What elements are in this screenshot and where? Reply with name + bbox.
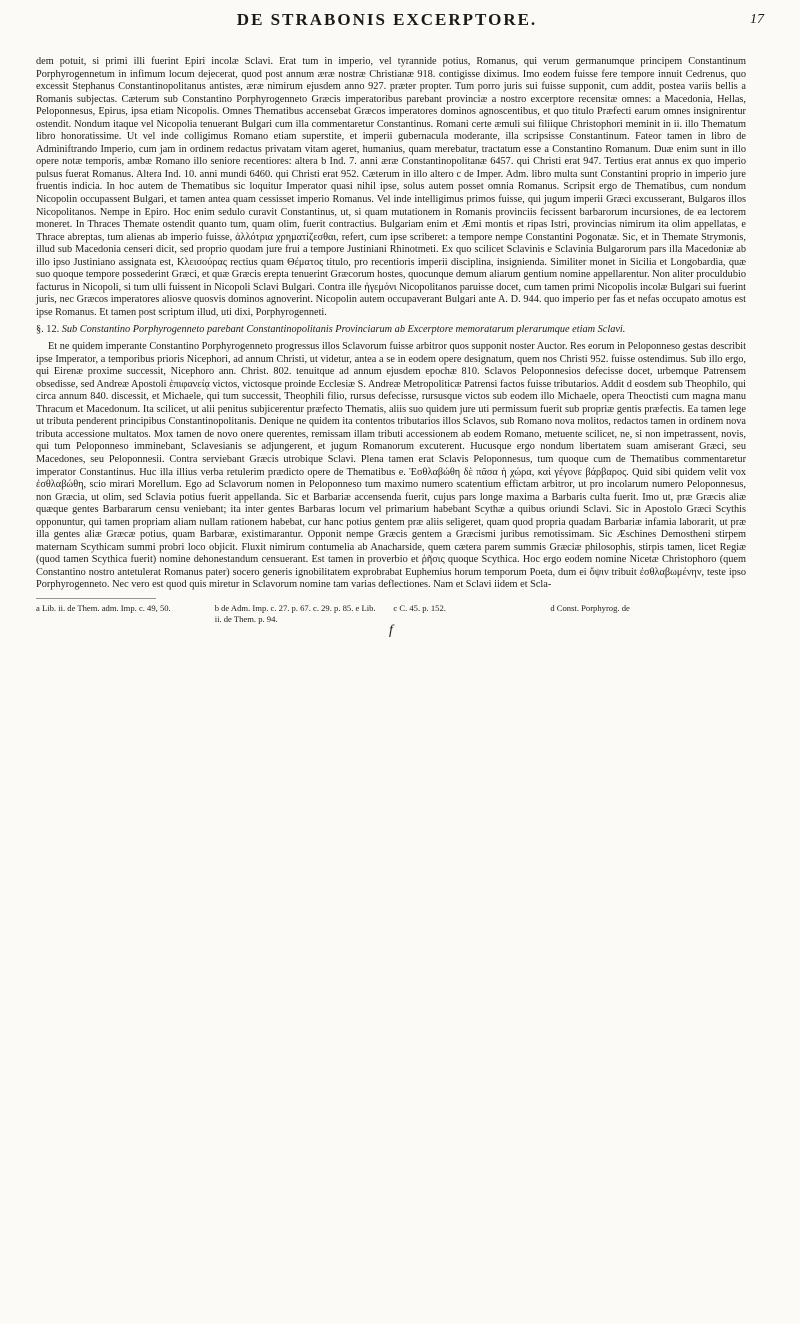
footnote: d Const. Porphyrog. de <box>550 602 630 613</box>
footnote-rule <box>36 598 156 599</box>
footnote: c C. 45. p. 152. <box>393 602 446 613</box>
footnote: b de Adm. Imp. c. 27. p. 67. c. 29. p. 85. e Lib. ii. de Them. p. 94. <box>214 602 376 624</box>
body-paragraph: dem potuit, si primi illi fuerint Epiri incolæ Sclavi. Erat tum in imperio, vel tyrannide potius, Romanus, qui verum germanumque principem Constantinum Porphyrogennetum in infimum locum dejecerat, quod post annum æræ nostræ Christianæ 918. contigisse diximus. Imo eodem fuisse fere tempore innuit Cedrenus, quo excessit Stephanus Constantinopolitanus antistes, æræ nimirum ejusdem anno 927. præter propter. Tum porro juris sui fuisse supponit, cum addit, postea variis bellis a Romanis subjectas. Cæterum sub Constantino Porphyrogenneto Græcis imperatoribus parebant provinciæ a nostro excerptore recensitæ omnes: a Macedonia, Hellas, Peloponnesus, Epirus, ipsa etiam Nicopolis. Omnes Thematibus accensebat Græcos imperatores dominos agnoscentibus, et quo titulo Præfecti earum omnes insignirentur ostendit. Nondum itaque vel Nicopolia tenuerant Bulgari cum illa commentaretur Constantinus. Romani certe æmuli sui filiique Christophori meminit in ii. illo Thematum libro honoratissime. Ut vel inde colligimus Romano etiam superstite, et imperii gubernacula moderante, illa scripsisse Constantinum. Fateor tamen in libro de Adminiftrando Imperio, cum jam in ordinem redactus privatam vitam ageret, humanius, quam merebatur, tractatum esse a Constantino Romanum. Duæ enim sunt in illo opere notæ temporis, ambæ Romano illo seniore recentiores: altera b Ind. 7. anni æræ Constantinopolitanæ 6457. qui Christi erat 947. Tertius erat annus ex quo imperio pulsus fuerat Romanus. Altera Ind. 10. anni mundi 6460. qui Christi erat 952. Cæterum in illo altero c de Imper. Adm. libro multa sunt Constantini proprio in imperio jure fruentis indicia. In hoc autem de Thematibus sic loquitur Imperator quasi nihil ipse, solus autem posset omnia Romanus. Scripsit ergo de Thematibus, cum nondum Nicopolin occupassent Bulgari, et tamen antea quam cessisset imperio Romanus. Vel inde intelligimus primos fuisse, qui jugum imperii Græci excusserant, Bulgaros illos Nicopolitanos. Nempe in Epiro. Hoc enim sedulo curavit Constantinus, ut, si quam mutationem in Romanis provinciis fecissent barbarorum incursiones, de ea lectorem moneret. In Thraces Themate ostendit quanto tum, quam olim, fuerit contractius. Bulgariam enim et Æmi montis et ripas Istri, provincias nimirum ita olim appellatas, e Thrace abreptas, tum alienas ab imperio fuisse, ἀλλότρια χρηματίζεσθαι, refert, cum ipse scriberet: a tempore nempe Constantini Pogonatæ. Sic, et in Themate Strymonis, illud sub Macedonia censeri dicit, sed proprio quodam jure frui a tempore Justiniani Rhinotmeti. Ex quo scilicet Sclavinis e Sclavinia Bulgarorum pars illa Macedoniæ ab illo ipso Justiniano assignata est, Κλεισούρας rectius quam Θέματος titulo, pro recentioris imperii disciplina, insignienda. Similiter monet in Sicilia et Longobardia, quæ suo quoque tempore possederint Græci, et quæ Græcis erepta tenuerint Græcorum hostes, quocunque demum aliarum gentium nomine appellarentur. Non aliter proculdubio facturus in Nicopoli, si tum ulli fuissent in Nicopoli Sclavi Bulgari. Contra ille ἡγεμόνι Nicopolitanos paruisse docet, cum tamen primi Nicopolis incolæ Bulgari sui fuerint juris, nec Græcos imperatores aliosve quosvis dominos agnoverint. Nicopolin autem occupaverant Bulgari ante A. D. 944. quo imperio per fas et nefas occupato amotus est ipse Romanus. Et tamen post scriptum illud, uti dixi, Porphyrogenneti. <box>36 56 746 318</box>
page-body <box>36 56 746 639</box>
body-paragraph: Et ne quidem imperante Constantino Porphyrogenneto progressus illos Sclavorum fuisse arbitror quos supponit noster Auctor. Res eorum in Peloponneso gestas describit ipse Imperator, a temporibus prioris Nicephori, ad annum Christi, ut videtur, antea a se in eodem opere designatum, quem nos Christi 952. fuisse ostendimus. Sub illo ergo, qui Eirenæ proxime successit, Nicephoro ann. Christ. 802. tenuitque ad annum ejusdem epochæ 810. Sclavos Peloponnesios defecisse docet, urbemque Patrensem obsedisse, sed Andreæ Apostoli ἐπιφανείᾳ victos, victosque proinde Ecclesiæ S. Andreæ Metropoliticæ Patrensi factos fuisse tributarios. Addit d eosdem sub Theophilo, qui circa annum 840. discessit, et Michaele, qui tum successit, Theophili filio, rursus defecisse, rursusque victos sub eodem illo Michaele, opera Theoctisti cum magna manu Thracum et Macedonum. Ita scilicet, ut alii penitus subjicerentur præfecto Thematis, aliis suo quidem jure uti permissum fuerit sub propriæ gentis præfectis. Ea tamen lege ut tributa penderent principibus Constantinopolitanis. Denique ne quidem ita contentos tributarios illos Sclavos, sub Romano nova molitos, redactos tamen in ordinem nova tributa accessione multatos. Mox tamen de novo onere querentes, remissam illam tributi accessionem ab eodem Romano, metuente scilicet, ne, si non impetrassent, novis, qui tum Peloponneso imminebant, Sclavesianis se adjungerent, et jugum Romanorum excuterent. Hucusque ergo nondum libertatem suam amiserant Græci, seu Macedones, seu Peloponnesii. Contra serviebant Græcis utrobique Sclavi. Plena tamen erat Sclavis Peloponnesus, tum quoque cum de Thematibus commentaretur imperator Constantinus. Huc illa illius verba retulerim prædicto opere de Thematibus e. Ἐσθλαβώθη δὲ πᾶσα ἡ χώρα, καὶ γέγονε βάρβαρος. Quid sibi quidem velit vox ἐσθλαβώθη, scio mirari Morellum. Ego ad Sclavorum nomen in Peloponneso tum maximo numero scatentium effictam arbitror, ut pro incolarum numero Peloponnesus, non Græcia, ut olim, sed Sclavia potius fuerit appellanda. Sic et Barbariæ accensenda fuerit, cujus pars longe maxima a Barbaris culta fuerit. Imo ut, præ Græcis aliæ quæque gentes Barbararum censu veniebant; ita inter gentes Barbaras locum vel primarium habebant Scythæ a quibus oriundi Sclavi. Sic in Apostolo Græci Scythis opponuntur, qui tamen propriam aliam nullam rationem habebat, cur hanc potius gentem præ aliis seligeret, quam quod propria quadam Barbariæ infamia laborarit, ut præ illa gentes aliæ Græcæ potius, quam Barbaræ, existimarantur. Opponit nempe Græcis gentem a Græcismi juribus remotissimam. Sic Æschines Demostheni stirpem maternam Scythicam summi probri loco objicit. Fluxit nimirum contumelia ab Anacharside, quem cætera parem summis Græciæ philosophis, stirpis tamen, licet Regiæ (quod tamen Scythica fuerit) nomine dehonestandum censuerant. Est tamen in proverbio et ῥῆσις quoque Scythica. Hoc ergo eodem nomine Nicetæ Christophoro (quem Constantino nostro antetulerat Romanus pater) socero generis ignobilitatem exprobrabat Euphemius horum temporum Poeta, dum ei ὄψιν tribuit ἐσθλαβωμένην, teste ipso Porphyrogenneto. Nec vero est quod quis miretur in Sclavorum nomine tam varias deflectiones. Nam et Sclavi iidem et Scla- <box>36 341 746 591</box>
section-title: Sub Constantino Porphyrogenneto parebant Constantinopolitanis Provinciarum ab Excerptore memoratarum plerarumque etiam Sclavi. <box>61 324 626 336</box>
footnote: a Lib. ii. de Them. adm. Imp. c. 49, 50. <box>36 602 171 613</box>
page-header <box>36 10 778 38</box>
section-number: §. 12. <box>36 324 60 336</box>
page-number: 17 <box>750 12 764 27</box>
section-heading <box>36 324 746 337</box>
running-head: DE STRABONIS EXCERPTORE. <box>236 10 538 29</box>
signature-mark: f <box>389 622 393 638</box>
footnotes <box>36 603 746 625</box>
